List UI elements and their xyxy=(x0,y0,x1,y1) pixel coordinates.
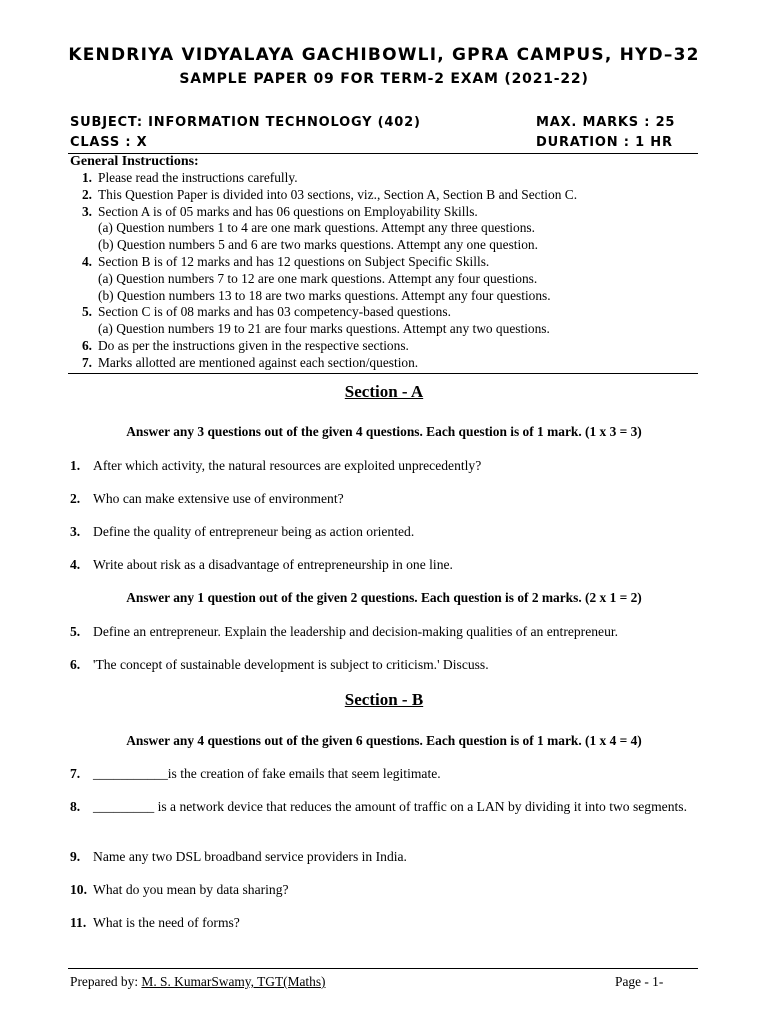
question-item: 10. What do you mean by data sharing? xyxy=(70,882,289,897)
question-item: 6. 'The concept of sustainable development is subject to criticism.' Discuss. xyxy=(70,657,489,672)
max-marks-label: MAX. MARKS : 25 xyxy=(536,115,676,130)
section-a-instruction: Answer any 3 questions out of the given 4 questions. Each question is of 1 mark. (1 x 3 = 3) xyxy=(126,424,642,439)
footer-credit: Prepared by: M. S. KumarSwamy, TGT(Maths) xyxy=(70,974,326,989)
duration-label: DURATION : 1 HR xyxy=(536,135,673,150)
section-b-instruction: Answer any 4 questions out of the given 6 questions. Each question is of 1 mark. (1 x 4 = 4) xyxy=(126,733,642,748)
divider xyxy=(68,373,698,374)
section-a-title: Section - A xyxy=(344,382,424,401)
subject-label: SUBJECT: INFORMATION TECHNOLOGY (402) xyxy=(70,115,421,130)
question-item: 9. Name any two DSL broadband service providers in India. xyxy=(70,849,407,864)
instruction-item: 2. This Question Paper is divided into 03 sections, viz., Section A, Section B and Section C. xyxy=(81,186,578,202)
instruction-item: 1. Please read the instructions carefully. xyxy=(81,170,298,185)
question-item: 5. Define an entrepreneur. Explain the leadership and decision-making qualities of an entrepreneur. xyxy=(70,624,619,639)
question-item: 2. Who can make extensive use of environment? xyxy=(70,491,344,506)
question-item: 7. ___________is the creation of fake emails that seem legitimate. xyxy=(70,766,441,781)
school-header: KENDRIYA VIDYALAYA GACHIBOWLI, GPRA CAMPUS, HYD–32 xyxy=(68,45,700,65)
instruction-subitem: (a) Question numbers 1 to 4 are one mark questions. Attempt any three questions. xyxy=(98,220,535,236)
instruction-subitem: (b) Question numbers 5 and 6 are two marks questions. Attempt any one question. xyxy=(98,237,538,253)
instruction-subitem: (a) Question numbers 7 to 12 are one mark questions. Attempt any four questions. xyxy=(98,270,538,286)
instructions-list xyxy=(70,170,700,372)
page-number: Page - 1- xyxy=(615,974,664,989)
instruction-item: 7. Marks allotted are mentioned against each section/question. xyxy=(81,354,419,370)
paper-title: SAMPLE PAPER 09 FOR TERM-2 EXAM (2021-22) xyxy=(179,71,589,87)
instruction-subitem: (b) Question numbers 13 to 18 are two marks questions. Attempt any four questions. xyxy=(98,287,551,303)
section-b-title: Section - B xyxy=(344,690,424,709)
author-name: M. S. KumarSwamy, TGT(Maths) xyxy=(141,974,326,989)
instruction-item: 3. Section A is of 05 marks and has 06 questions on Employability Skills. xyxy=(81,203,478,219)
instruction-item: 6. Do as per the instructions given in the respective sections. xyxy=(81,337,409,353)
question-item: 8. _________ is a network device that reduces the amount of traffic on a LAN by dividing it into two segments. xyxy=(70,799,687,814)
question-item: 3. Define the quality of entrepreneur being as action oriented. xyxy=(70,524,415,539)
class-label: CLASS : X xyxy=(70,135,148,150)
question-item: 1. After which activity, the natural resources are exploited unprecedently? xyxy=(70,458,482,473)
instruction-subitem: (a) Question numbers 19 to 21 are four marks questions. Attempt any two questions. xyxy=(98,321,550,337)
question-item: 4. Write about risk as a disadvantage of entrepreneurship in one line. xyxy=(70,557,453,572)
instructions-title: General Instructions: xyxy=(70,154,199,169)
question-item: 11. What is the need of forms? xyxy=(70,915,240,930)
footer-divider xyxy=(68,968,698,969)
instruction-item: 5. Section C is of 08 marks and has 03 competency-based questions. xyxy=(81,304,451,320)
instruction-item: 4. Section B is of 12 marks and has 12 questions on Subject Specific Skills. xyxy=(81,253,490,269)
section-a-instruction: Answer any 1 question out of the given 2 questions. Each question is of 2 marks. (2 x 1 = 2) xyxy=(126,590,642,605)
